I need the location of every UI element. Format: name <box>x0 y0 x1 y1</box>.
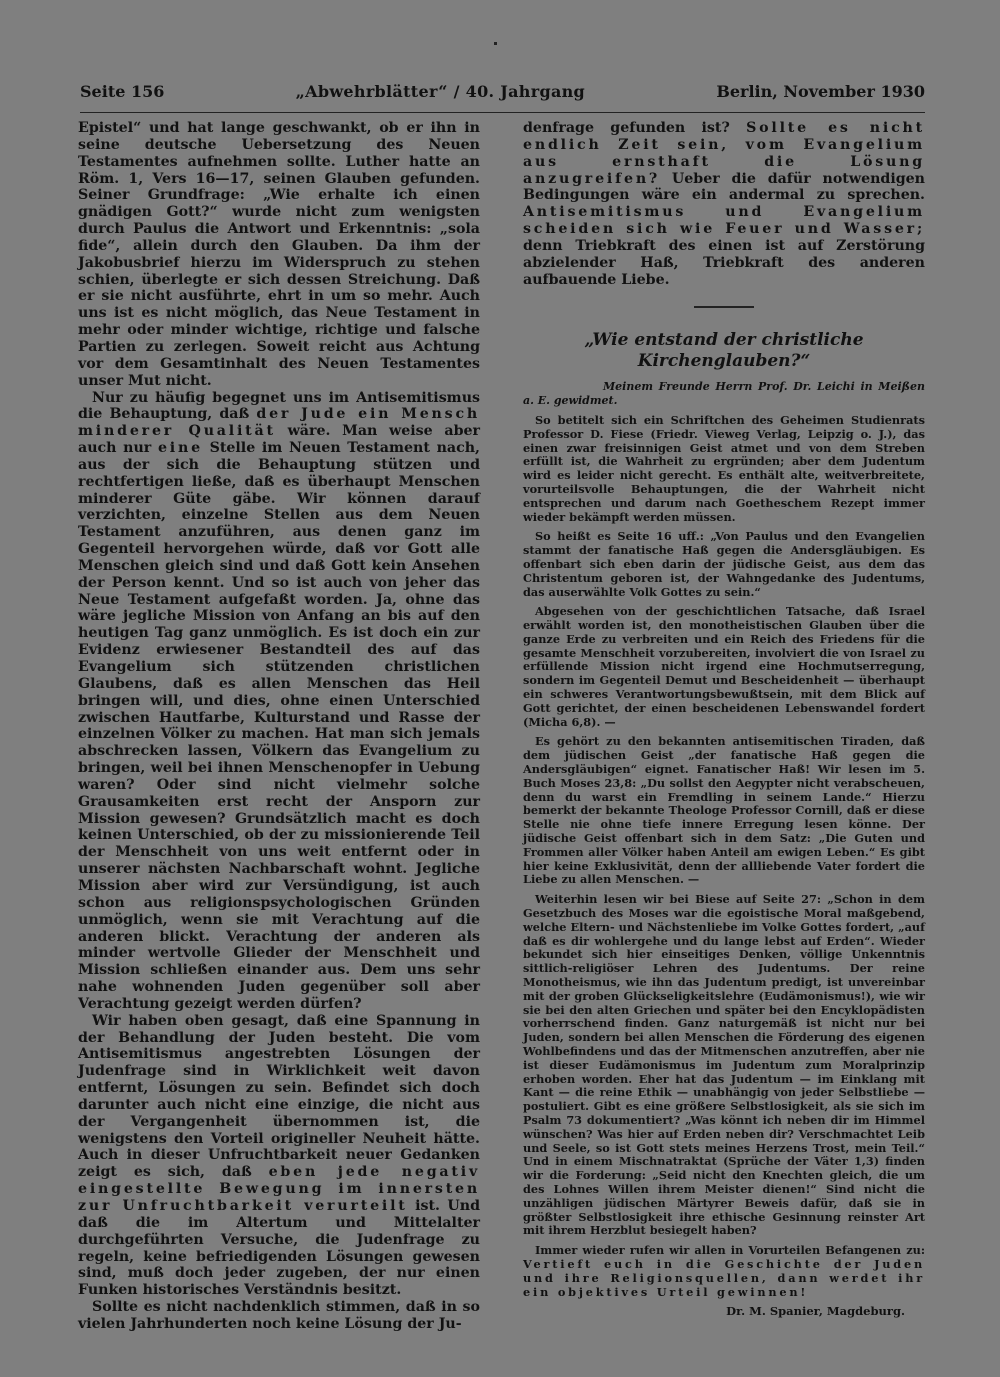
paragraph: denfrage gefunden ist? Sollte es nicht endlich Zeit sein, vom Evangelium aus ernsthaft die Lösung anzugreifen? Ueber die dafür notwendigen Bedingungen wäre ein andermal zu sprechen. Antisemitismus und Evangelium scheiden sich wie Feuer und Wasser; denn Triebkraft des einen ist auf Zerstörung abzielender Haß, Triebkraft des anderen aufbauende Liebe. <box>523 120 926 288</box>
publication-title: „Abwehrblätter“ / 40. Jahrgang <box>295 82 586 101</box>
paragraph: Es gehört zu den bekannten antisemitischen Tiraden, daß dem jüdischen Geist „der fanatische Haß gegen die Andersgläubigen“ eignet. Fanatischer Haß! Wir lesen im 5. Buch Moses 23,8: „Du sollst den Aegypter nicht verabscheuen, denn du warst ein Fremdling in seinem Lande.“ Hierzu bemerkt der bekannte Theologe Professor Cornill, daß er diese Stelle nie ohne tiefe innere Erregung lesen könne. Der jüdische Geist offenbart sich in dem Satz: „Die Guten und Frommen aller Völker haben Anteil am ewigen Leben.“ Es gibt hier keine Exklusivität, denn der allliebende Vater fordert die Liebe zu allen Menschen. — <box>523 734 925 887</box>
paragraph: So heißt es Seite 16 uff.: „Von Paulus und den Evangelien stammt der fanatische Haß gegen die Andersgläubigen. Es offenbart sich eben darin der jüdische Geist, aus dem das Christentum geboren ist, der Wahngedanke des Judentums, das auserwählte Volk Gottes zu sein.“ <box>523 529 925 599</box>
left-column <box>78 120 480 1333</box>
section-divider <box>694 306 754 308</box>
paragraph: Nur zu häufig begegnet uns im Antisemitismus die Behauptung, daß der Jude ein Mensch minderer Qualität wäre. Man weise aber auch nur eine Stelle im Neuen Testament nach, aus der sich die Behauptung stützen und rechtfertigen ließe, daß es überhaupt Menschen minderer Güte gäbe. Wir können darauf verzichten, einzelne Stellen aus dem Neuen Testament anzuführen, aus denen ganz im Gegenteil hervorgehen würde, daß vor Gott alle Menschen gleich sind und daß Gott kein Ansehen der Person kennt. Und so ist auch von jeher das Neue Testament aufgefaßt worden. Ja, ohne das wäre jegliche Mission von Anfang an bis auf den heutigen Tag ganz unmöglich. Es ist doch ein zur Evidenz erwiesener Bestandteil des auf das Evangelium sich stützenden christlichen Glaubens, daß es allen Menschen das Heil bringen will, und dies, ohne einen Unterschied zwischen Hautfarbe, Kulturstand und Rasse der einzelnen Völker zu machen. Hat man sich jemals abschrecken lassen, Völkern das Evangelium zu bringen, weil bei ihnen Menschenopfer in Uebung waren? Oder sind nicht vielmehr solche Grausamkeiten erst recht der Ansporn zur Mission gewesen? Grundsätzlich macht es doch keinen Unterschied, ob der zu missionierende Teil der Menschheit von uns weit entfernt oder in unserer nächsten Nachbarschaft wohnt. Jegliche Mission aber wird zur Versündigung, ist auch schon aus religionspsychologischen Gründen unmöglich, wenn sie mit Verachtung auf die anderen blickt. Verachtung der anderen als minder wertvolle Glieder der Menschheit und Mission schließen einander aus. Dem uns sehr nahe wohnenden Juden gegenüber soll aber Verachtung gezeigt werden dürfen? <box>78 389 481 1012</box>
paragraph: Epistel“ und hat lange geschwankt, ob er ihn in seine deutsche Uebersetzung des Neuen Testamentes aufnehmen sollte. Luther hatte an Röm. 1, Vers 16—17, seinen Glauben gefunden. Seiner Grundfrage: „Wie erhalte ich einen gnädigen Gott?“ wurde nicht zum wenigsten durch Paulus die Antwort und Erkenntnis: „sola fide“, allein durch den Glauben. Da ihm der Jakobusbrief hierzu im Widerspruch zu stehen schien, überlegte er sich dessen Streichung. Daß er sie nicht ausführte, ehrt in um so mehr. Auch uns ist es nicht möglich, das Neue Testament in mehr oder minder wichtige, richtige und falsche Partien zu zerlegen. Soweit reicht aus Achtung vor dem Gesamtinhalt des Neuen Testamentes unser Mut nicht. <box>78 120 480 389</box>
page-number: Seite 156 <box>80 82 165 101</box>
issue-date: Berlin, November 1930 <box>716 82 925 101</box>
dedication: Meinem Freunde Herrn Prof. Dr. Leichi in Meißen a. E. gewidmet. <box>523 379 925 407</box>
right-column <box>523 120 925 1319</box>
article-title: „Wie entstand der christliche Kirchenglauben?“ <box>584 329 864 371</box>
author-signature: Dr. M. Spanier, Magdeburg. <box>726 1304 905 1319</box>
page-header <box>80 82 925 113</box>
paragraph: Sollte es nicht nachdenklich stimmen, daß in so vielen Jahrhunderten noch keine Lösung der Ju- <box>78 1299 480 1332</box>
paragraph: Weiterhin lesen wir bei Biese auf Seite 27: „Schon in dem Gesetzbuch des Moses war die egoistische Moral maßgebend, welche Eltern- und Nächstenliebe im Volke Gottes fordert, „auf daß es dir wohlergehe und du lange lebst auf Erden“. Wieder bekundet sich hier einseitiges Denken, völlige Unkenntnis sittlich-religiöser Lehren des Judentums. Der reine Monotheismus, wie ihn das Judentum predigt, ist unvereinbar mit der groben Glückseligkeitslehre (Eudämonismus!), wie wir sie bei den alten Griechen und später bei den Encyklopädisten vorherrschend finden. Ganz naturgemäß ist nicht nur bei Juden, sondern bei allen Menschen die Förderung des eigenen Wohlbefindens und das der Mitmenschen anzutreffen, aber nie ist dieser Eudämonismus im Judentum zum Moralprinzip erhoben worden. Eher hat das Judentum — im Einklang mit Kant — die reine Ethik — unabhängig von jeder Selbstliebe — postuliert. Gibt es eine größere Selbstlosigkeit, als sie sich im Psalm 73 dokumentiert? „Was könnt ich neben dir im Himmel wünschen? Was hier auf Erden neben dir? Verschmachtet Leib und Seele, so ist Gott stets meines Herzens Trost, mein Teil.“ Und in einem Mischnatraktat (Sprüche der Väter 1,3) finden wir die Forderung: „Seid nicht den Knechten gleich, die um des Lohnes Willen ihrem Meister dienen!“ Sind nicht die unzähligen jüdischen Märtyrer Beweis dafür, daß sie in größter Selbstlosigkeit ihre ethische Gesinnung reinster Art mit ihrem Herzblut besiegelt haben? <box>523 892 925 1238</box>
paragraph: So betitelt sich ein Schriftchen des Geheimen Studienrats Professor D. Fiese (Friedr. Vieweg Verlag, Leipzig o. J.), das einen zwar freisinnigen Geist atmet und von dem Streben erfüllt ist, die Wahrheit zu ergründen; aber dem Judentum wird es leider nicht gerecht. Es enthält alte, weitverbreitete, vorurteilsvolle Behauptungen, die der Wahrheit nicht entsprechen und darum nach Goetheschem Rezept immer wieder bekämpft werden müssen. <box>523 412 925 524</box>
paragraph: Abgesehen von der geschichtlichen Tatsache, daß Israel erwählt worden ist, den monotheistischen Glauben über die ganze Erde zu verbreiten und ein Reich des Friedens für die gesamte Menschheit vorzubereiten, involviert die von Israel zu erfüllende Mission nicht irgend eine Hochmutserregung, sondern im Gegenteil Demut und Bescheidenheit — überhaupt ein schweres Verantwortungsbewußtsein, mit dem Blick auf Gott gerichtet, der einen bescheidenen Lebenswandel fordert (Micha 6,8). — <box>523 604 925 729</box>
article-body <box>523 380 925 1319</box>
paragraph: Wir haben oben gesagt, daß eine Spannung in der Behandlung der Juden besteht. Die vom Antisemitismus angestrebten Lösungen der Judenfrage sind in Wirklichkeit weit davon entfernt, Lösungen zu sein. Befindet sich doch darunter auch nicht eine einzige, die nicht aus der Vergangenheit übernommen ist, die wenigstens den Vorteil origineller Neuheit hätte. Auch in dieser Unfruchtbarkeit neuer Gedanken zeigt es sich, daß eben jede negativ eingestellte Bewegung im innersten zur Unfruchtbarkeit verurteilt ist. Und daß die im Altertum und Mittelalter durchgeführten Versuche, die Judenfrage zu regeln, keine befriedigenden Lösungen gewesen sind, muß doch jeder zugeben, der nur einen Funken historisches Verständnis besitzt. <box>78 1012 480 1299</box>
paragraph: Immer wieder rufen wir allen in Vorurteilen Befangenen zu: Vertieft euch in die Geschichte der Juden und ihre Religionsquellen, dann werdet ihr ein objektives Urteil gewinnen! <box>523 1243 925 1299</box>
print-speck <box>494 42 497 45</box>
